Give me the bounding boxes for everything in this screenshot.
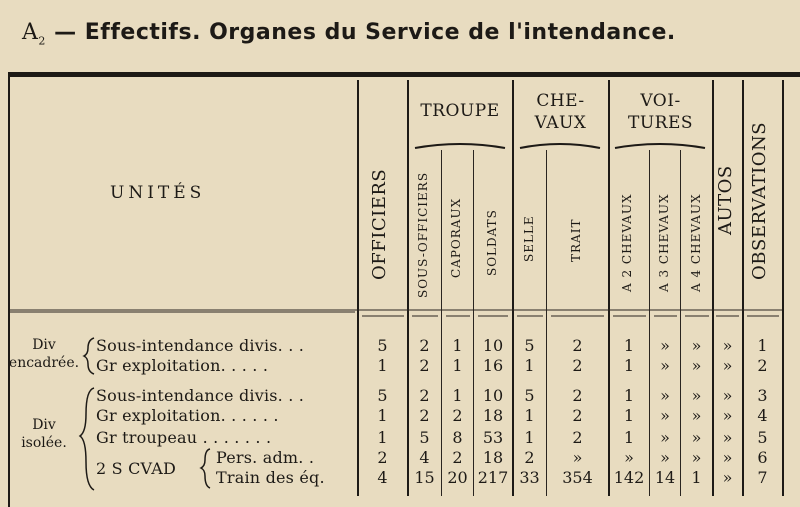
cell-sol: 10 [482,386,504,405]
cell-selle: 5 [524,336,535,355]
row-label: Gr exploitation. . . . . . [96,406,279,425]
cell-a4: » [691,406,702,425]
header-troupe: TROUPE [420,101,500,121]
header-chevaux-l2: VAUX [534,113,587,133]
cell-a2: 142 [613,468,645,487]
cell-a2: 1 [623,386,635,405]
cell-trait: 2 [572,428,583,447]
cell-a4: » [691,386,702,405]
cell-a4: » [691,336,702,355]
cell-off: 5 [377,336,388,355]
cell-cap: 1 [452,336,463,355]
cell-sol: 217 [477,468,509,487]
cell-off: 1 [377,406,388,425]
cell-a3: 14 [654,468,676,487]
cell-cap: 2 [452,406,463,425]
section-number: 2 [38,34,46,48]
cell-obs: 7 [757,468,768,487]
cell-cap: 1 [452,356,463,375]
group-div-encadree [6,336,82,372]
cell-a4: » [691,448,702,467]
header-selle: SELLE [522,215,536,262]
header-trait: TRAIT [569,218,583,262]
group-div-encadree-l1: Div [32,337,56,353]
cell-so: 2 [419,336,430,355]
cell-a2: 1 [623,428,635,447]
cell-so: 2 [419,386,430,405]
cell-obs: 1 [757,336,768,355]
cell-cap: 2 [452,448,463,467]
group-div-isolee-l2: isolée. [21,435,67,451]
section-letter: A [22,20,39,45]
cell-autos: » [722,386,733,405]
cell-sol: 16 [482,356,504,375]
header-caporaux: CAPORAUX [449,197,463,278]
cell-a4: » [691,428,702,447]
header-a2-chevaux: A 2 CHEVAUX [620,193,634,292]
cell-cap: 8 [452,428,463,447]
cell-autos: » [722,468,733,487]
group-cvad: 2 S CVAD [96,459,177,478]
cell-autos: » [722,448,733,467]
header-unites: UNITÉS [110,183,206,203]
header-a3-chevaux: A 3 CHEVAUX [657,193,671,292]
row-label: Train des éq. [216,468,325,487]
cell-obs: 6 [757,448,768,467]
header-voitures-l2: TURES [627,113,694,133]
cell-a4: 1 [691,468,702,487]
cell-so: 4 [419,448,430,467]
cell-a2: » [624,448,634,467]
header-voitures-l1: VOI- [640,91,681,111]
row-label: Pers. adm. . [216,448,315,467]
cell-trait: 2 [572,386,583,405]
cell-obs: 3 [757,386,768,405]
group-div-encadree-l2: encadrée. [8,355,80,371]
row-label: Gr exploitation. . . . . [96,356,269,375]
cell-obs: 4 [757,406,768,425]
header-voitures [609,90,712,134]
cell-obs: 5 [757,428,768,447]
cell-selle: 1 [524,356,535,375]
cell-trait: 2 [572,336,583,355]
cell-cap: 20 [447,468,468,487]
cell-a3: » [660,336,670,355]
cell-a4: » [691,356,702,375]
row-label: Gr troupeau . . . . . . . [96,428,272,447]
group-div-isolee-l1: Div [32,417,56,433]
cell-sol: 10 [482,336,504,355]
cell-selle: 1 [524,406,535,425]
cell-a3: » [660,356,670,375]
cell-so: 2 [419,406,430,425]
cell-autos: » [722,428,733,447]
cell-a2: 1 [623,336,635,355]
cell-sol: 18 [482,448,504,467]
header-a4-chevaux: A 4 CHEVAUX [689,193,703,292]
header-observations: OBSERVATIONS [749,121,770,280]
header-chevaux-l1: CHE- [536,91,585,111]
header-soldats: SOLDATS [485,209,499,276]
cell-a3: » [660,428,670,447]
cell-so: 2 [419,356,430,375]
cell-trait: » [572,448,583,467]
cell-a3: » [660,386,670,405]
cell-off: 4 [377,468,388,487]
cell-trait: 2 [572,406,583,425]
cell-autos: » [722,406,733,425]
cell-cap: 1 [452,386,463,405]
cell-a2: 1 [623,406,635,425]
cell-selle: 2 [524,448,535,467]
row-label: Sous-intendance divis. . . [96,336,305,355]
cell-off: 5 [377,386,388,405]
cell-selle: 5 [524,386,535,405]
cell-so: 5 [419,428,430,447]
cell-a2: 1 [623,356,635,375]
cell-sol: 53 [482,428,504,447]
cell-so: 15 [414,468,435,487]
cell-selle: 33 [519,468,540,487]
cell-sol: 18 [482,406,504,425]
row-label: Sous-intendance divis. . . [96,386,305,405]
cell-off: 1 [377,356,388,375]
cell-obs: 2 [757,356,768,375]
group-div-isolee [14,416,74,452]
cell-a3: » [660,406,670,425]
cell-off: 2 [377,448,388,467]
cell-selle: 1 [524,428,535,447]
header-autos: AUTOS [715,165,736,235]
title-text: — Effectifs. Organes du Service de l'intendance. [54,20,676,45]
cell-off: 1 [377,428,388,447]
header-sous-officiers: SOUS-OFFICIERS [416,171,430,298]
header-chevaux [513,90,608,134]
cell-a3: » [660,448,670,467]
header-officiers: OFFICIERS [369,168,390,280]
cell-trait: 2 [572,356,583,375]
cell-trait: 354 [562,468,593,487]
cell-autos: » [722,336,733,355]
cell-autos: » [722,356,733,375]
